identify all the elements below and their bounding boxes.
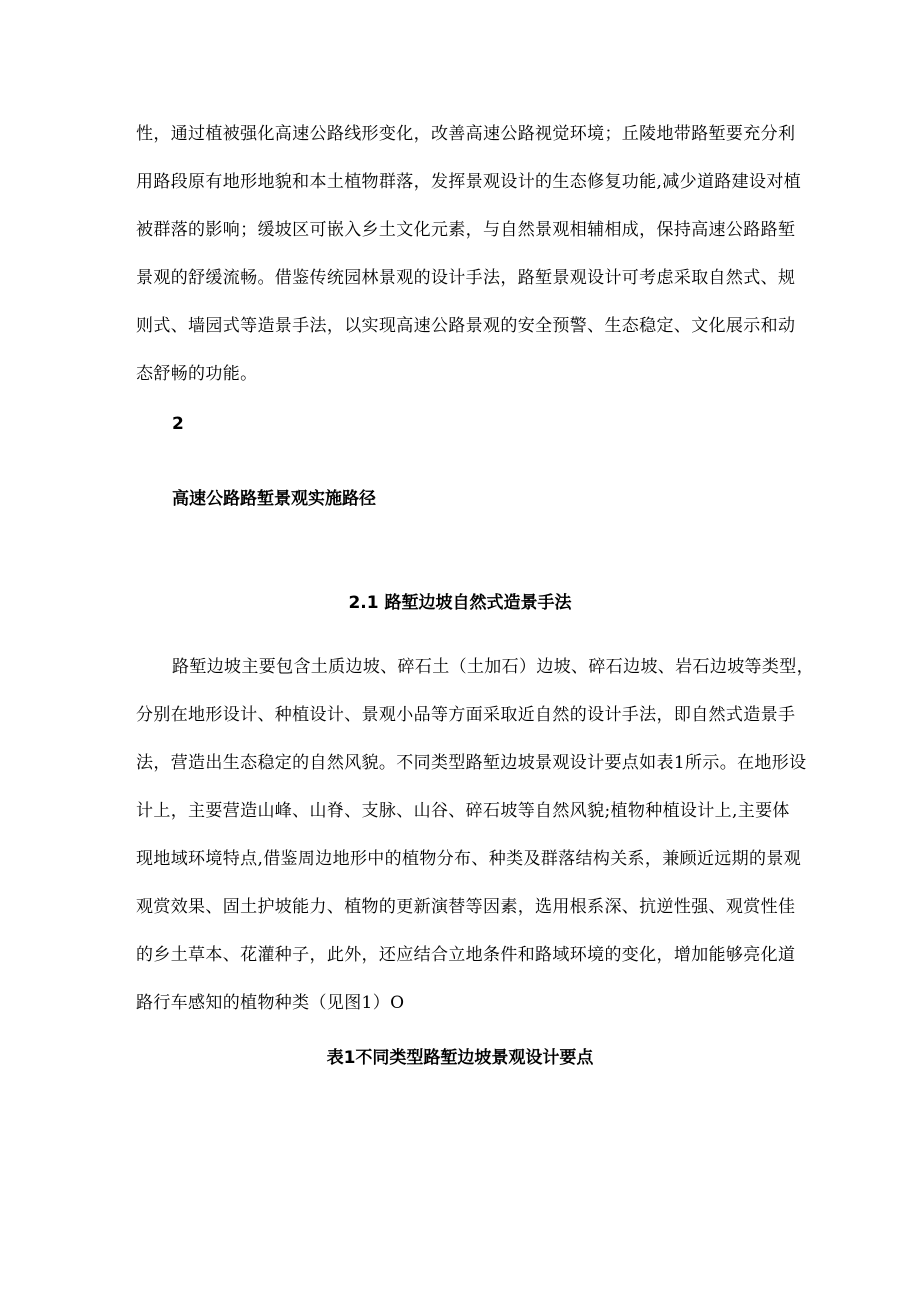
text-line: 观赏效果、固土护坡能力、植物的更新演替等因素，选用根系深、抗逆性强、观赏性佳: [136, 897, 796, 917]
subsection-title: 2.1 路堑边坡自然式造景手法: [348, 593, 572, 613]
table-caption: 表1不同类型路堑边坡景观设计要点: [326, 1048, 594, 1068]
text-line: 用路段原有地形地貌和本土植物群落，发挥景观设计的生态修复功能,减少道路建设对植: [136, 172, 802, 192]
text-line: 路堑边坡主要包含土质边坡、碎石土（土加石）边坡、碎石边坡、岩石边坡等类型，: [172, 657, 814, 677]
text-line: 态舒畅的功能。: [136, 364, 258, 384]
text-line: 现地域环境特点,借鉴周边地形中的植物分布、种类及群落结构关系，兼顾近远期的景观: [136, 849, 802, 869]
text-line: 的乡土草本、花灌种子，此外，还应结合立地条件和路域环境的变化，增加能够亮化道: [136, 945, 796, 965]
text-line: 被群落的影响；缓坡区可嵌入乡土文化元素，与自然景观相辅相成，保持高速公路路堑: [136, 220, 796, 240]
text-line: 则式、墙园式等造景手法，以实现高速公路景观的安全预警、生态稳定、文化展示和动: [136, 316, 796, 336]
text-line: 路行车感知的植物种类（见图1）O: [136, 993, 405, 1013]
text-line: 分别在地形设计、种植设计、景观小品等方面采取近自然的设计手法，即自然式造景手: [136, 705, 796, 725]
section-title: 高速公路路堑景观实施路径: [172, 489, 376, 509]
section-number: 2: [172, 414, 184, 434]
text-line: 计上，主要营造山峰、山脊、支脉、山谷、碎石坡等自然风貌;植物种植设计上,主要体: [136, 801, 790, 821]
text-line: 法，营造出生态稳定的自然风貌。不同类型路堑边坡景观设计要点如表1所示。在地形设: [136, 753, 807, 773]
text-line: 景观的舒缓流畅。借鉴传统园林景观的设计手法，路堑景观设计可考虑采取自然式、规: [136, 268, 796, 288]
text-line: 性，通过植被强化高速公路线形变化，改善高速公路视觉环境；丘陵地带路堑要充分利: [136, 124, 796, 144]
